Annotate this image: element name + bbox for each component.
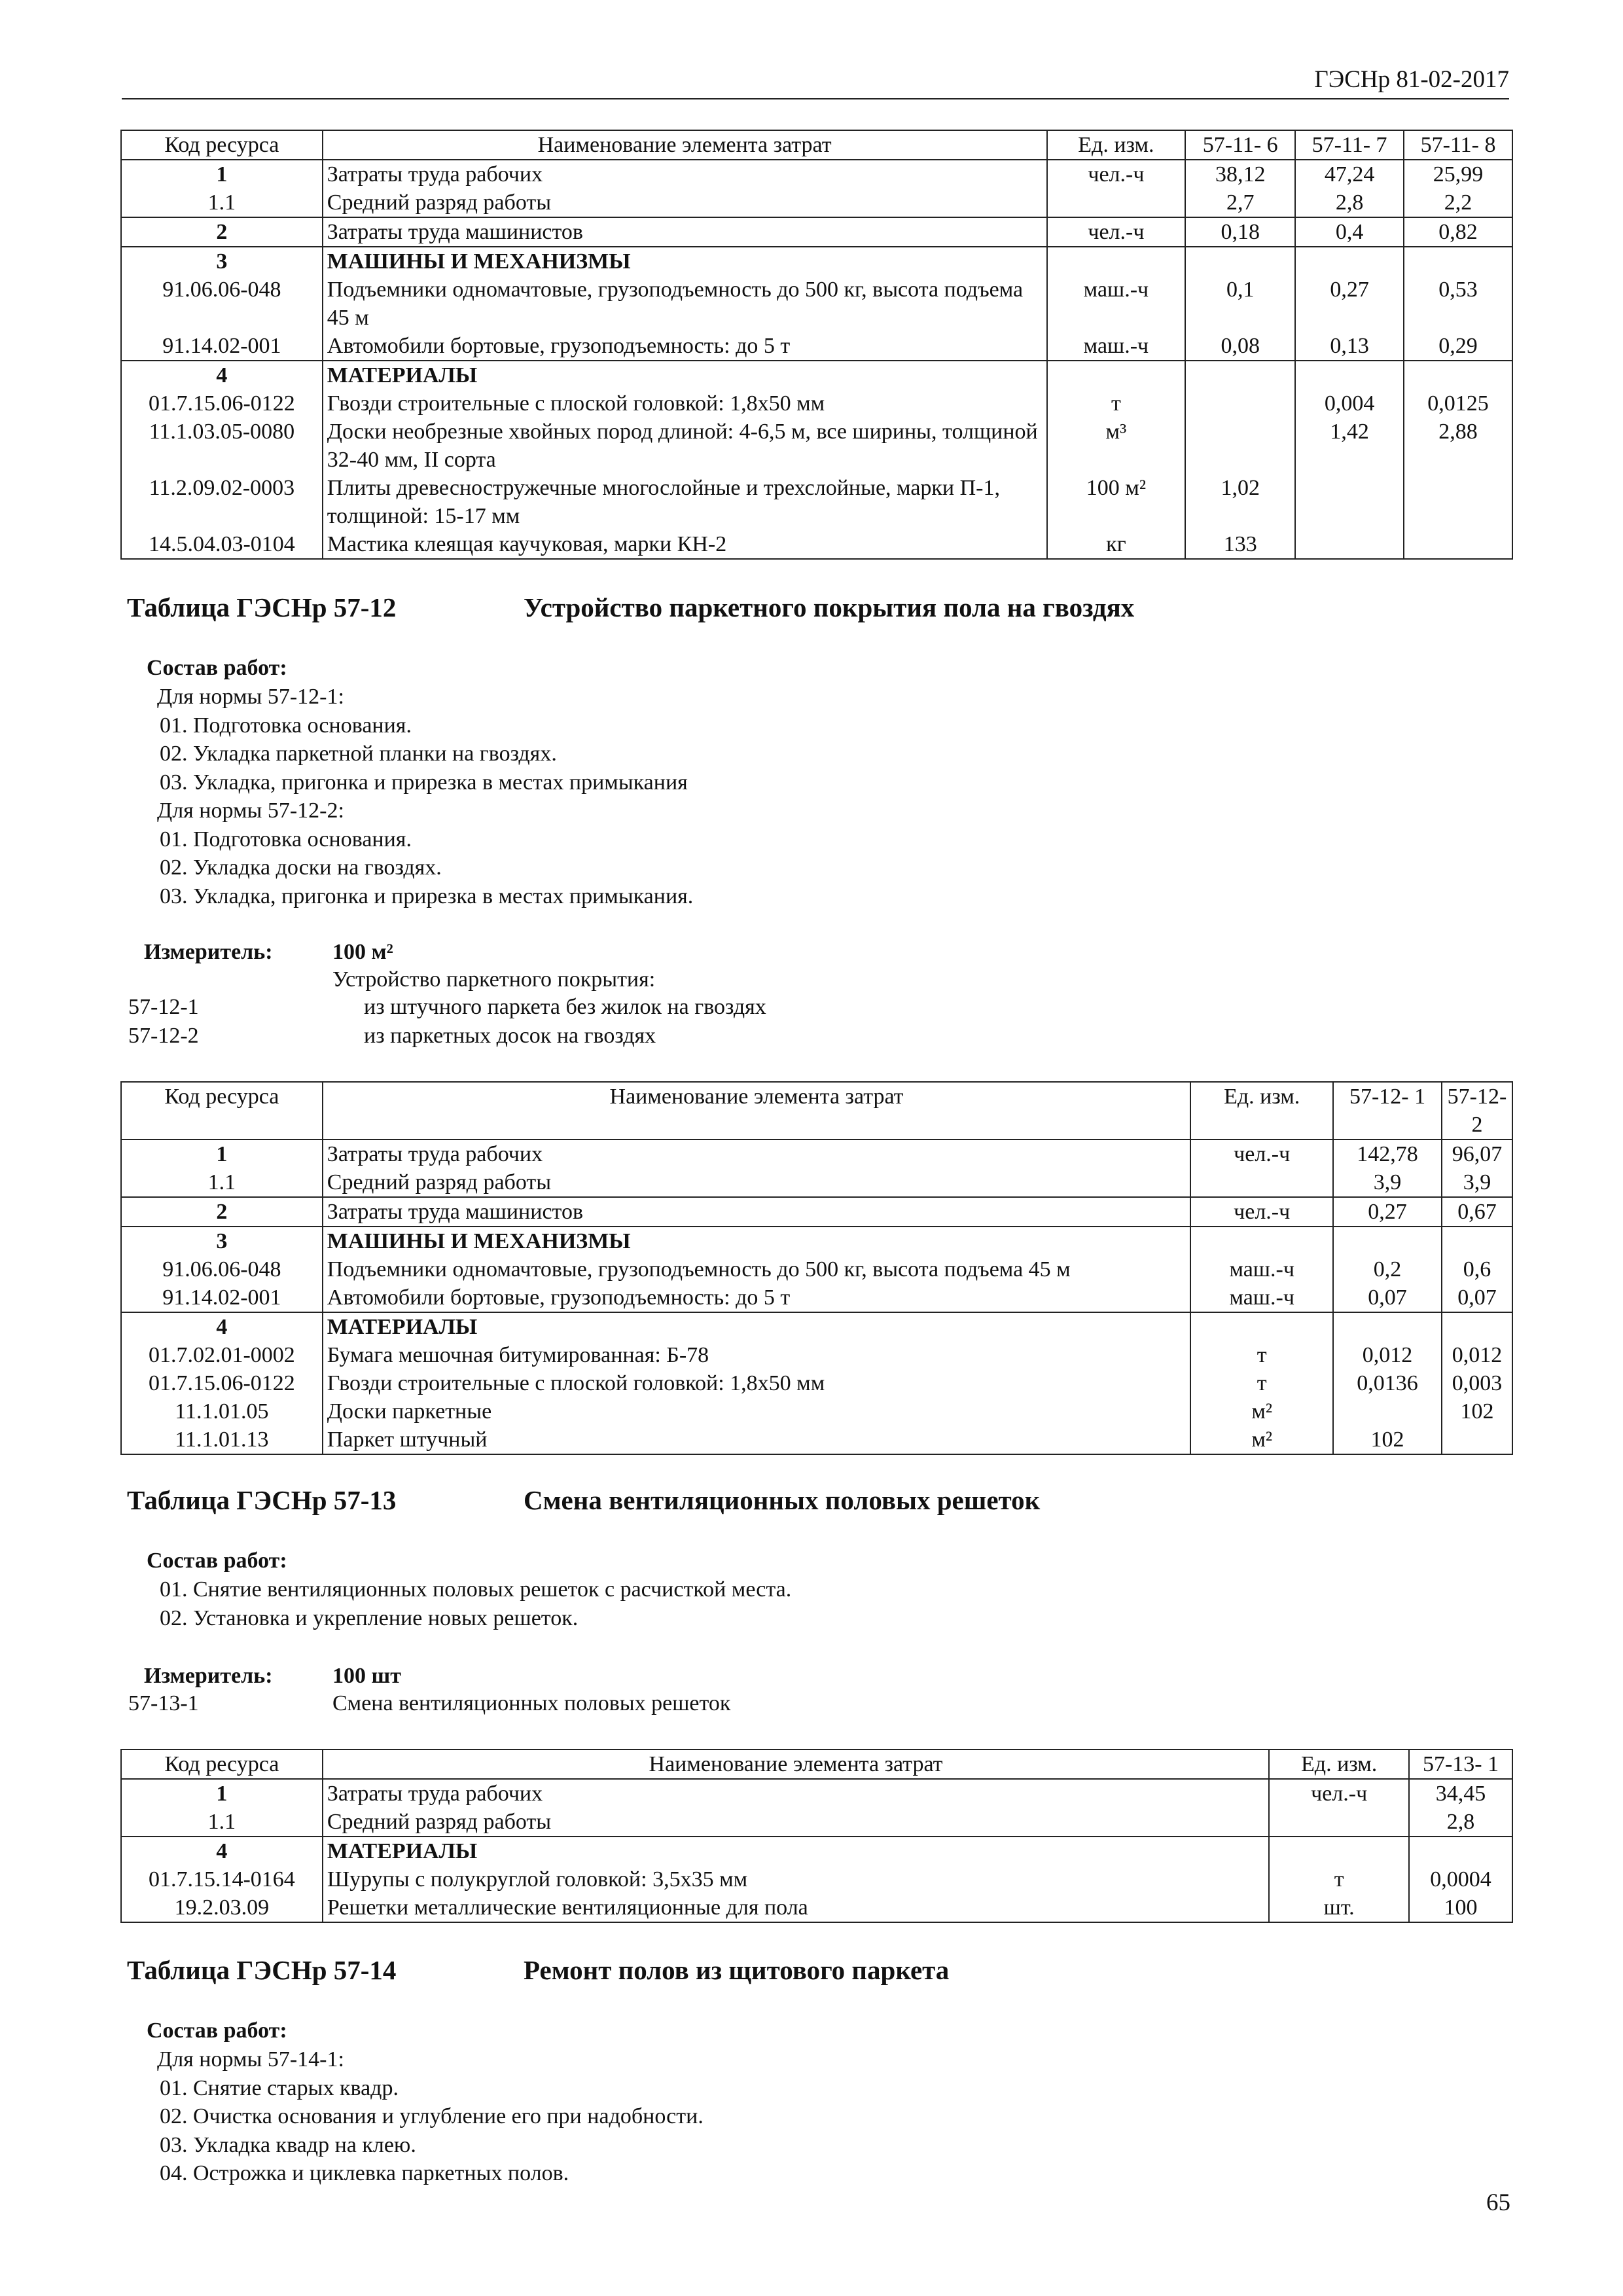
value-cell: 3,9 (1442, 1168, 1512, 1197)
table-row (121, 1255, 1512, 1283)
sostav-item: 02. Очистка основания и углубление его при надобности. (160, 2104, 704, 2128)
resource-table-57-11 (120, 130, 1513, 560)
resource-name-cell: Подъемники одномачтовые, грузоподъемность до 500 кг, высота подъема 45 м (323, 276, 1047, 332)
value-cell (1295, 474, 1404, 530)
table-row (121, 1197, 1512, 1227)
unit-cell: чел.-ч (1190, 1139, 1333, 1168)
resource-code-cell: 4 (121, 1312, 323, 1341)
resource-name-cell: Гвозди строительные с плоской головкой: 1,8х50 мм (323, 1369, 1190, 1397)
resource-name-cell: МАТЕРИАЛЫ (323, 361, 1047, 389)
resource-name-cell: МАШИНЫ И МЕХАНИЗМЫ (323, 247, 1047, 276)
resource-name-cell: Подъемники одномачтовые, грузоподъемность до 500 кг, высота подъема 45 м (323, 1255, 1190, 1283)
resource-code-cell: 01.7.15.06-0122 (121, 389, 323, 418)
header-rule (122, 98, 1509, 99)
column-header: Наименование элемента затрат (323, 1082, 1190, 1139)
table-row (121, 361, 1512, 389)
sostav-item: 01. Подготовка основания. (160, 827, 412, 852)
resource-code-cell: 2 (121, 217, 323, 247)
value-cell: 96,07 (1442, 1139, 1512, 1168)
value-cell (1185, 361, 1295, 389)
value-cell: 0,1 (1185, 276, 1295, 332)
value-cell (1333, 1312, 1442, 1341)
norm-code: 57-13-1 (128, 1691, 199, 1715)
resource-code-cell: 3 (121, 247, 323, 276)
sostav-label: Состав работ: (147, 1549, 287, 1573)
sostav-item: 01. Снятие вентиляционных половых решеток с расчисткой места. (160, 1577, 792, 1602)
resource-code-cell: 91.06.06-048 (121, 276, 323, 332)
resource-code-cell: 01.7.15.06-0122 (121, 1369, 323, 1397)
page-number: 65 (1486, 2189, 1510, 2216)
resource-name-cell: Доски необрезные хвойных пород длиной: 4-6,5 м, все ширины, толщиной 32-40 мм, II сорта (323, 418, 1047, 474)
table-row (121, 1283, 1512, 1312)
resource-code-cell: 91.14.02-001 (121, 332, 323, 361)
resource-name-cell: Мастика клеящая каучуковая, марки КН-2 (323, 530, 1047, 559)
unit-cell: т (1269, 1865, 1409, 1893)
resource-table-57-13 (120, 1749, 1513, 1923)
column-header: Ед. изм. (1190, 1082, 1333, 1139)
value-cell (1185, 247, 1295, 276)
sostav-item: 02. Укладка паркетной планки на гвоздях. (160, 742, 557, 766)
table-row (121, 474, 1512, 530)
unit-cell (1190, 1312, 1333, 1341)
sostav-item: 02. Укладка доски на гвоздях. (160, 855, 442, 880)
value-cell (1333, 1397, 1442, 1426)
value-cell: 102 (1442, 1397, 1512, 1426)
izmeritel-description: Устройство паркетного покрытия: (332, 967, 656, 992)
value-cell (1295, 247, 1404, 276)
table-row (121, 1341, 1512, 1369)
unit-cell: маш.-ч (1190, 1283, 1333, 1312)
value-cell (1442, 1426, 1512, 1454)
norm-description: Смена вентиляционных половых решеток (332, 1691, 731, 1715)
column-header: 57-11- 8 (1404, 130, 1512, 160)
value-cell (1404, 530, 1512, 559)
norm-description: из паркетных досок на гвоздях (364, 1024, 656, 1048)
value-cell: 0,82 (1404, 217, 1512, 247)
resource-name-cell: Затраты труда рабочих (323, 1139, 1190, 1168)
unit-cell (1190, 1227, 1333, 1255)
value-cell: 0,07 (1333, 1283, 1442, 1312)
value-cell: 25,99 (1404, 160, 1512, 188)
resource-name-cell: Затраты труда машинистов (323, 217, 1047, 247)
table-row (121, 1865, 1512, 1893)
norm-code: 57-12-2 (128, 1024, 199, 1048)
resource-name-cell: Плиты древесностружечные многослойные и трехслойные, марки П-1, толщиной: 15-17 мм (323, 474, 1047, 530)
column-header: 57-11- 7 (1295, 130, 1404, 160)
value-cell: 38,12 (1185, 160, 1295, 188)
table-name: Устройство паркетного покрытия пола на гвоздях (524, 592, 1135, 622)
resource-code-cell: 01.7.15.14-0164 (121, 1865, 323, 1893)
sostav-label: Состав работ: (147, 656, 287, 680)
value-cell: 2,8 (1409, 1808, 1512, 1837)
resource-code-cell: 2 (121, 1197, 323, 1227)
norm-code: 57-12-1 (128, 995, 199, 1019)
resource-name-cell: Гвозди строительные с плоской головкой: 1,8х50 мм (323, 389, 1047, 418)
table-row (121, 530, 1512, 559)
resource-name-cell: Средний разряд работы (323, 1168, 1190, 1197)
table-header-row (121, 1082, 1512, 1139)
table-row (121, 1837, 1512, 1865)
table-name: Смена вентиляционных половых решеток (524, 1485, 1041, 1515)
value-cell: 100 (1409, 1893, 1512, 1922)
sostav-item: 03. Укладка квадр на клею. (160, 2132, 416, 2157)
resource-code-cell: 1 (121, 160, 323, 188)
column-header: 57-12- 2 (1442, 1082, 1512, 1139)
norm-description: из штучного паркета без жилок на гвоздях (364, 995, 766, 1019)
izmeritel-value: 100 м² (332, 940, 393, 964)
resource-name-cell: Шурупы с полукруглой головкой: 3,5х35 мм (323, 1865, 1269, 1893)
resource-code-cell: 11.2.09.02-0003 (121, 474, 323, 530)
resource-code-cell: 91.14.02-001 (121, 1283, 323, 1312)
resource-code-cell: 3 (121, 1227, 323, 1255)
resource-code-cell: 4 (121, 361, 323, 389)
table-row (121, 1426, 1512, 1454)
sostav-item: 03. Укладка, пригонка и прирезка в местах примыкания. (160, 884, 694, 908)
resource-name-cell: Затраты труда машинистов (323, 1197, 1190, 1227)
table-title-57-14 (127, 1954, 950, 1986)
value-cell: 142,78 (1333, 1139, 1442, 1168)
unit-cell: т (1190, 1341, 1333, 1369)
value-cell (1295, 530, 1404, 559)
resource-code-cell: 01.7.02.01-0002 (121, 1341, 323, 1369)
table-row (121, 1227, 1512, 1255)
table-row (121, 1779, 1512, 1808)
resource-name-cell: Средний разряд работы (323, 1808, 1269, 1837)
unit-cell: шт. (1269, 1893, 1409, 1922)
resource-code-cell: 19.2.03.09 (121, 1893, 323, 1922)
table-number: Таблица ГЭСНр 57-13 (127, 1485, 397, 1515)
column-header: Ед. изм. (1269, 1749, 1409, 1779)
column-header: Код ресурса (121, 1749, 323, 1779)
izmeritel-label: Измеритель: (144, 1664, 273, 1688)
table-row (121, 1312, 1512, 1341)
resource-code-cell: 1 (121, 1779, 323, 1808)
value-cell: 0,6 (1442, 1255, 1512, 1283)
resource-name-cell: Затраты труда рабочих (323, 160, 1047, 188)
value-cell: 0,08 (1185, 332, 1295, 361)
value-cell: 0,012 (1333, 1341, 1442, 1369)
sostav-item: 02. Установка и укрепление новых решеток. (160, 1605, 579, 1630)
value-cell: 1,42 (1295, 418, 1404, 474)
value-cell: 0,29 (1404, 332, 1512, 361)
value-cell (1295, 361, 1404, 389)
table-row (121, 1397, 1512, 1426)
resource-name-cell: Автомобили бортовые, грузоподъемность: до 5 т (323, 1283, 1190, 1312)
value-cell: 0,18 (1185, 217, 1295, 247)
value-cell (1333, 1227, 1442, 1255)
value-cell: 1,02 (1185, 474, 1295, 530)
sostav-item: Для нормы 57-14-1: (157, 2047, 344, 2072)
table-row (121, 332, 1512, 361)
value-cell (1404, 474, 1512, 530)
table-row (121, 160, 1512, 188)
resource-code-cell: 91.06.06-048 (121, 1255, 323, 1283)
header-doc-code: ГЭСНр 81-02-2017 (1314, 66, 1509, 93)
resource-name-cell: МАШИНЫ И МЕХАНИЗМЫ (323, 1227, 1190, 1255)
value-cell: 2,7 (1185, 188, 1295, 217)
resource-name-cell: Бумага мешочная битумированная: Б-78 (323, 1341, 1190, 1369)
value-cell: 2,8 (1295, 188, 1404, 217)
value-cell (1442, 1312, 1512, 1341)
value-cell (1185, 389, 1295, 418)
value-cell: 0,13 (1295, 332, 1404, 361)
value-cell: 0,012 (1442, 1341, 1512, 1369)
unit-cell (1190, 1168, 1333, 1197)
table-number: Таблица ГЭСНр 57-12 (127, 592, 397, 622)
value-cell (1185, 418, 1295, 474)
table-name: Ремонт полов из щитового паркета (524, 1955, 950, 1985)
unit-cell: чел.-ч (1190, 1197, 1333, 1227)
sostav-item: 03. Укладка, пригонка и прирезка в местах примыкания (160, 770, 688, 795)
izmeritel-value: 100 шт (332, 1664, 401, 1688)
resource-name-cell: МАТЕРИАЛЫ (323, 1312, 1190, 1341)
resource-name-cell: МАТЕРИАЛЫ (323, 1837, 1269, 1865)
value-cell: 0,4 (1295, 217, 1404, 247)
value-cell: 47,24 (1295, 160, 1404, 188)
sostav-item: Для нормы 57-12-1: (157, 685, 344, 709)
value-cell (1404, 247, 1512, 276)
value-cell: 0,0136 (1333, 1369, 1442, 1397)
value-cell: 3,9 (1333, 1168, 1442, 1197)
izmeritel-label: Измеритель: (144, 940, 273, 964)
resource-code-cell: 11.1.01.05 (121, 1397, 323, 1426)
value-cell: 0,003 (1442, 1369, 1512, 1397)
table-row (121, 188, 1512, 217)
column-header: 57-12- 1 (1333, 1082, 1442, 1139)
unit-cell (1047, 247, 1186, 276)
value-cell: 2,88 (1404, 418, 1512, 474)
unit-cell: маш.-ч (1047, 332, 1186, 361)
resource-name-cell: Доски паркетные (323, 1397, 1190, 1426)
table-title-57-12 (127, 592, 1135, 623)
sostav-item: Для нормы 57-12-2: (157, 798, 344, 823)
table-row (121, 276, 1512, 332)
resource-name-cell: Паркет штучный (323, 1426, 1190, 1454)
sostav-item: 01. Подготовка основания. (160, 713, 412, 738)
column-header: Код ресурса (121, 1082, 323, 1139)
resource-name-cell: Автомобили бортовые, грузоподъемность: до 5 т (323, 332, 1047, 361)
column-header: Наименование элемента затрат (323, 130, 1047, 160)
resource-table-57-12 (120, 1081, 1513, 1455)
unit-cell: чел.-ч (1047, 217, 1186, 247)
value-cell: 0,2 (1333, 1255, 1442, 1283)
table-number: Таблица ГЭСНр 57-14 (127, 1955, 397, 1985)
value-cell: 0,0004 (1409, 1865, 1512, 1893)
column-header: Наименование элемента затрат (323, 1749, 1269, 1779)
column-header: Ед. изм. (1047, 130, 1186, 160)
value-cell (1442, 1227, 1512, 1255)
resource-code-cell: 1.1 (121, 188, 323, 217)
value-cell: 0,004 (1295, 389, 1404, 418)
table-row (121, 1168, 1512, 1197)
table-header-row (121, 130, 1512, 160)
unit-cell: маш.-ч (1190, 1255, 1333, 1283)
unit-cell: м² (1190, 1426, 1333, 1454)
resource-code-cell: 4 (121, 1837, 323, 1865)
table-row (121, 1893, 1512, 1922)
column-header: Код ресурса (121, 130, 323, 160)
sostav-item: 01. Снятие старых квадр. (160, 2075, 399, 2100)
value-cell: 0,53 (1404, 276, 1512, 332)
sostav-label: Состав работ: (147, 2018, 287, 2043)
table-row (121, 1139, 1512, 1168)
table-row (121, 247, 1512, 276)
unit-cell: маш.-ч (1047, 276, 1186, 332)
unit-cell: кг (1047, 530, 1186, 559)
column-header: 57-13- 1 (1409, 1749, 1512, 1779)
resource-name-cell: Затраты труда рабочих (323, 1779, 1269, 1808)
table-header-row (121, 1749, 1512, 1779)
value-cell: 0,67 (1442, 1197, 1512, 1227)
unit-cell: чел.-ч (1269, 1779, 1409, 1808)
resource-code-cell: 1.1 (121, 1808, 323, 1837)
table-row (121, 389, 1512, 418)
value-cell (1409, 1837, 1512, 1865)
resource-code-cell: 11.1.03.05-0080 (121, 418, 323, 474)
table-row (121, 217, 1512, 247)
value-cell (1404, 361, 1512, 389)
resource-code-cell: 1 (121, 1139, 323, 1168)
value-cell: 0,07 (1442, 1283, 1512, 1312)
unit-cell (1269, 1837, 1409, 1865)
unit-cell (1047, 188, 1186, 217)
unit-cell: 100 м² (1047, 474, 1186, 530)
unit-cell: м² (1190, 1397, 1333, 1426)
value-cell: 2,2 (1404, 188, 1512, 217)
resource-name-cell: Решетки металлические вентиляционные для пола (323, 1893, 1269, 1922)
value-cell: 34,45 (1409, 1779, 1512, 1808)
unit-cell: чел.-ч (1047, 160, 1186, 188)
resource-code-cell: 11.1.01.13 (121, 1426, 323, 1454)
value-cell: 133 (1185, 530, 1295, 559)
unit-cell: т (1047, 389, 1186, 418)
table-title-57-13 (127, 1484, 1041, 1516)
value-cell: 0,27 (1333, 1197, 1442, 1227)
table-row (121, 1369, 1512, 1397)
unit-cell: т (1190, 1369, 1333, 1397)
value-cell: 0,0125 (1404, 389, 1512, 418)
resource-code-cell: 14.5.04.03-0104 (121, 530, 323, 559)
sostav-item: 04. Острожка и циклевка паркетных полов. (160, 2161, 569, 2185)
unit-cell (1047, 361, 1186, 389)
resource-name-cell: Средний разряд работы (323, 188, 1047, 217)
column-header: 57-11- 6 (1185, 130, 1295, 160)
unit-cell (1269, 1808, 1409, 1837)
value-cell: 0,27 (1295, 276, 1404, 332)
table-row (121, 1808, 1512, 1837)
value-cell: 102 (1333, 1426, 1442, 1454)
table-row (121, 418, 1512, 474)
unit-cell: м³ (1047, 418, 1186, 474)
resource-code-cell: 1.1 (121, 1168, 323, 1197)
